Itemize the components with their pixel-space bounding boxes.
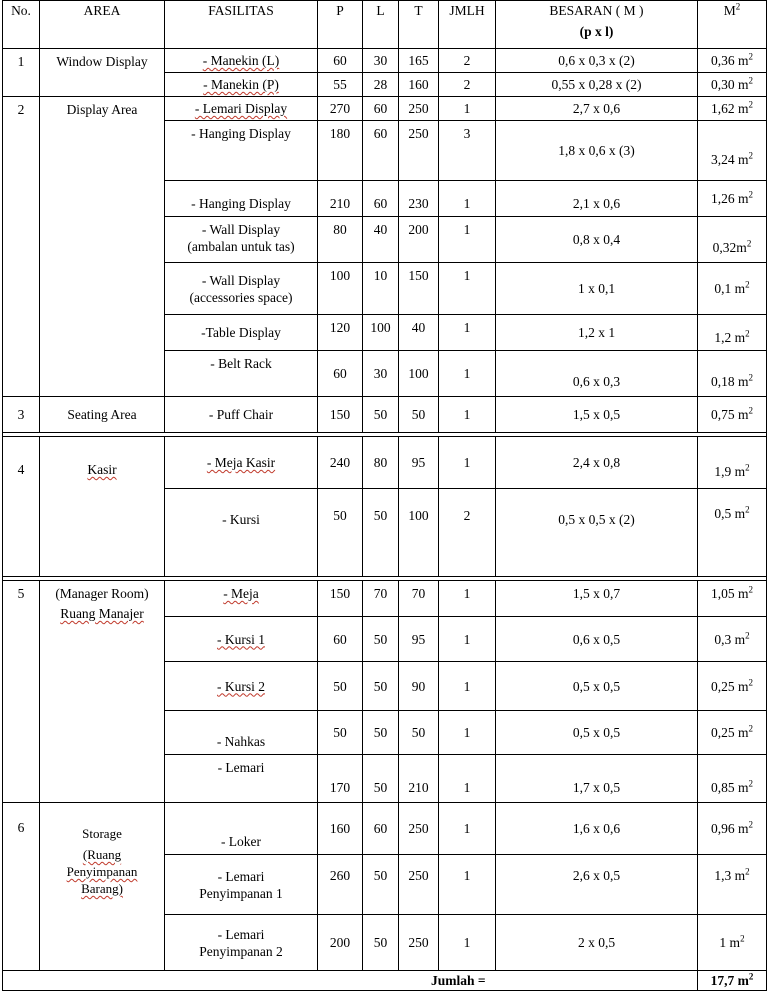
cell-p: 50 xyxy=(318,711,363,755)
table-row xyxy=(3,49,767,73)
cell-jmlh: 3 xyxy=(439,121,496,181)
m2-sup: 2 xyxy=(748,819,753,830)
facility-name xyxy=(165,662,318,711)
cell-p: 210 xyxy=(318,181,363,217)
facility-name xyxy=(165,915,318,971)
cell-besaran: 1,7 x 0,5 xyxy=(496,755,698,803)
m2-sup: 2 xyxy=(748,99,753,110)
cell-jmlh: 1 xyxy=(439,351,496,397)
header-t: T xyxy=(399,1,439,49)
facility-name: - Belt Rack xyxy=(165,351,318,397)
header-no: No. xyxy=(3,1,40,49)
m2-sup: 2 xyxy=(748,584,753,595)
m2-value: 0,32m xyxy=(712,240,747,255)
m2-value: 1,3 m xyxy=(714,868,746,883)
area-name-line xyxy=(42,605,162,622)
cell-besaran: 0,6 x 0,5 xyxy=(496,617,698,662)
cell-t: 40 xyxy=(399,315,439,351)
cell-m2 xyxy=(698,581,767,617)
cell-p: 180 xyxy=(318,121,363,181)
cell-besaran: 1,6 x 0,6 xyxy=(496,803,698,855)
cell-p: 270 xyxy=(318,97,363,121)
cell-jmlh: 2 xyxy=(439,49,496,73)
m2-value: 0,25 m xyxy=(710,678,749,694)
facility-table xyxy=(2,0,767,991)
facility-sublabel: Penyimpanan 2 xyxy=(199,943,283,959)
cell-p: 60 xyxy=(318,617,363,662)
header-p: P xyxy=(318,1,363,49)
cell-m2 xyxy=(698,617,767,662)
cell-p: 50 xyxy=(318,489,363,577)
cell-p: 150 xyxy=(318,581,363,617)
cell-m2 xyxy=(698,855,767,915)
facility-sublabel: (ambalan untuk tas) xyxy=(187,239,295,254)
cell-l: 100 xyxy=(363,315,399,351)
cell-p: 150 xyxy=(318,397,363,433)
m2-value: 1 m xyxy=(719,935,741,950)
area-number: 5 xyxy=(3,581,40,803)
cell-l: 50 xyxy=(363,755,399,803)
cell-t: 50 xyxy=(399,397,439,433)
cell-besaran: 0,5 x 0,5 xyxy=(496,662,698,711)
facility-name xyxy=(165,263,318,315)
area-number: 4 xyxy=(3,437,40,577)
m2-sup: 2 xyxy=(745,279,750,290)
m2-value: 0,36 m xyxy=(710,53,749,68)
cell-jmlh: 1 xyxy=(439,855,496,915)
facility-name: -Table Display xyxy=(165,315,318,351)
m2-value: 1,9 m xyxy=(714,464,746,479)
cell-besaran: 0,6 x 0,3 x (2) xyxy=(496,49,698,73)
m2-sup: 2 xyxy=(748,778,753,789)
facility-label: - Lemari xyxy=(217,926,265,942)
cell-m2 xyxy=(698,73,767,97)
cell-t: 230 xyxy=(399,181,439,217)
table-row xyxy=(3,803,767,855)
m2-value: 1,05 m xyxy=(710,586,749,601)
cell-p: 55 xyxy=(318,73,363,97)
facility-label: - Lemari Display xyxy=(194,101,288,116)
total-label: Jumlah = xyxy=(3,971,698,991)
m2-value: 0,5 m xyxy=(714,506,746,521)
facility-label: - Lemari xyxy=(217,868,265,884)
m2-value: 3,24 m xyxy=(710,152,749,167)
area-name-line: (Manager Room) xyxy=(55,586,149,601)
table-row xyxy=(3,397,767,433)
cell-jmlh: 1 xyxy=(439,315,496,351)
cell-t: 250 xyxy=(399,121,439,181)
area-name-label: (Ruang xyxy=(82,847,122,862)
cell-jmlh: 1 xyxy=(439,711,496,755)
facility-name xyxy=(165,49,318,73)
cell-t: 250 xyxy=(399,915,439,971)
area-name: Seating Area xyxy=(40,397,165,433)
header-besaran xyxy=(496,1,698,49)
cell-l: 50 xyxy=(363,711,399,755)
facility-name: - Hanging Display xyxy=(165,181,318,217)
cell-t: 70 xyxy=(399,581,439,617)
cell-t: 95 xyxy=(399,437,439,489)
facility-name xyxy=(165,581,318,617)
cell-t: 250 xyxy=(399,97,439,121)
cell-t: 165 xyxy=(399,49,439,73)
facility-name xyxy=(165,73,318,97)
facility-sublabel: (accessories space) xyxy=(189,289,293,305)
cell-l: 60 xyxy=(363,121,399,181)
m2-value: 0,30 m xyxy=(710,77,749,92)
cell-m2 xyxy=(698,181,767,217)
area-number: 2 xyxy=(3,97,40,397)
area-name-label: Kasir xyxy=(87,462,117,477)
cell-m2 xyxy=(698,803,767,855)
cell-p: 260 xyxy=(318,855,363,915)
facility-name xyxy=(165,217,318,263)
cell-besaran: 0,5 x 0,5 xyxy=(496,711,698,755)
cell-l: 60 xyxy=(363,97,399,121)
facility-name: - Kursi xyxy=(165,489,318,577)
m2-sup: 2 xyxy=(745,630,750,640)
cell-besaran: 2,6 x 0,5 xyxy=(496,855,698,915)
area-name-line xyxy=(42,846,162,863)
area-name: Window Display xyxy=(40,49,165,97)
cell-l: 30 xyxy=(363,49,399,73)
cell-m2 xyxy=(698,489,767,577)
m2-sup: 2 xyxy=(748,150,753,161)
cell-t: 50 xyxy=(399,711,439,755)
facility-label: - Wall Display xyxy=(201,222,281,237)
header-besaran-formula: (p x l) xyxy=(579,24,614,39)
facility-label: - Kursi 1 xyxy=(217,631,265,647)
header-row xyxy=(3,1,767,49)
cell-t: 210 xyxy=(399,755,439,803)
m2-sup: 2 xyxy=(748,189,753,200)
cell-besaran: 0,8 x 0,4 xyxy=(496,217,698,263)
cell-besaran: 1,8 x 0,6 x (3) xyxy=(496,121,698,181)
cell-m2 xyxy=(698,662,767,711)
cell-p: 240 xyxy=(318,437,363,489)
m2-sup: 2 xyxy=(745,866,750,877)
cell-besaran: 0,55 x 0,28 x (2) xyxy=(496,73,698,97)
header-area: AREA xyxy=(40,1,165,49)
m2-sup: 2 xyxy=(745,328,750,339)
facility-name xyxy=(165,437,318,489)
cell-p: 60 xyxy=(318,49,363,73)
area-number: 3 xyxy=(3,397,40,433)
cell-jmlh: 1 xyxy=(439,581,496,617)
facility-name: - Lemari xyxy=(165,755,318,803)
m2-sup: 2 xyxy=(745,462,750,473)
area-name-label: Penyimpanan xyxy=(66,864,138,879)
facility-name xyxy=(165,855,318,915)
cell-m2 xyxy=(698,437,767,489)
cell-besaran: 2,7 x 0,6 xyxy=(496,97,698,121)
cell-jmlh: 1 xyxy=(439,181,496,217)
cell-p: 60 xyxy=(318,351,363,397)
cell-jmlh: 1 xyxy=(439,755,496,803)
area-name xyxy=(40,437,165,577)
cell-jmlh: 1 xyxy=(439,217,496,263)
cell-m2 xyxy=(698,711,767,755)
cell-jmlh: 1 xyxy=(439,437,496,489)
cell-t: 95 xyxy=(399,617,439,662)
cell-besaran: 0,6 x 0,3 xyxy=(496,351,698,397)
facility-name xyxy=(165,97,318,121)
cell-besaran: 2 x 0,5 xyxy=(496,915,698,971)
m2-sup: 2 xyxy=(740,933,745,944)
facility-name: - Loker xyxy=(165,803,318,855)
facility-name: - Nahkas xyxy=(165,711,318,755)
facility-label: - Wall Display xyxy=(201,272,281,288)
cell-m2 xyxy=(698,315,767,351)
m2-sup: 2 xyxy=(748,723,753,734)
cell-t: 100 xyxy=(399,489,439,577)
cell-l: 50 xyxy=(363,397,399,433)
cell-besaran: 2,4 x 0,8 xyxy=(496,437,698,489)
area-name-line xyxy=(42,880,162,897)
table-row xyxy=(3,581,767,617)
area-name-label: Barang) xyxy=(81,881,123,896)
cell-besaran: 1 x 0,1 xyxy=(496,263,698,315)
cell-t: 100 xyxy=(399,351,439,397)
header-m2-label: M xyxy=(723,3,736,18)
cell-l: 50 xyxy=(363,489,399,577)
table-row xyxy=(3,97,767,121)
header-l: L xyxy=(363,1,399,49)
m2-sup: 2 xyxy=(748,51,753,62)
cell-l: 50 xyxy=(363,617,399,662)
m2-sup: 2 xyxy=(746,238,752,249)
cell-p: 100 xyxy=(318,263,363,315)
cell-p: 170 xyxy=(318,755,363,803)
m2-sup: 2 xyxy=(748,372,753,383)
cell-besaran: 1,5 x 0,7 xyxy=(496,581,698,617)
cell-m2 xyxy=(698,217,767,263)
area-name xyxy=(40,803,165,971)
facility-name: - Hanging Display xyxy=(165,121,318,181)
facility-label: - Meja xyxy=(223,586,259,601)
cell-t: 250 xyxy=(399,803,439,855)
cell-jmlh: 1 xyxy=(439,397,496,433)
cell-t: 90 xyxy=(399,662,439,711)
cell-l: 40 xyxy=(363,217,399,263)
m2-sup: 2 xyxy=(748,75,753,86)
m2-value: 1,26 m xyxy=(710,191,749,206)
m2-value: 0,3 m xyxy=(714,631,746,647)
header-jmlh: JMLH xyxy=(439,1,496,49)
cell-jmlh: 2 xyxy=(439,73,496,97)
m2-value: 0,85 m xyxy=(710,780,749,795)
cell-l: 60 xyxy=(363,181,399,217)
area-name: Display Area xyxy=(40,97,165,397)
m2-value: 0,1 m xyxy=(714,281,746,296)
header-m2 xyxy=(698,1,767,49)
header-fasilitas: FASILITAS xyxy=(165,1,318,49)
cell-p: 80 xyxy=(318,217,363,263)
cell-m2 xyxy=(698,263,767,315)
cell-p: 50 xyxy=(318,662,363,711)
total-value-text: 17,7 m xyxy=(710,973,749,988)
m2-value: 1,2 m xyxy=(714,330,746,345)
cell-jmlh: 1 xyxy=(439,97,496,121)
area-number: 1 xyxy=(3,49,40,97)
cell-jmlh: 1 xyxy=(439,803,496,855)
m2-sup: 2 xyxy=(748,405,753,416)
area-name-line: Storage xyxy=(82,826,122,841)
cell-l: 50 xyxy=(363,662,399,711)
cell-t: 200 xyxy=(399,217,439,263)
facility-name xyxy=(165,617,318,662)
area-number: 6 xyxy=(3,803,40,971)
header-besaran-title: BESARAN ( M ) xyxy=(549,3,644,18)
table-row xyxy=(3,437,767,489)
total-sup: 2 xyxy=(748,971,754,982)
m2-value: 0,25 m xyxy=(710,725,749,740)
facility-name: - Puff Chair xyxy=(165,397,318,433)
total-value xyxy=(698,971,767,991)
cell-m2 xyxy=(698,121,767,181)
cell-m2 xyxy=(698,915,767,971)
cell-m2 xyxy=(698,351,767,397)
cell-l: 10 xyxy=(363,263,399,315)
header-m2-sup: 2 xyxy=(735,1,741,12)
facility-label: - Meja Kasir xyxy=(206,455,276,470)
cell-besaran: 1,2 x 1 xyxy=(496,315,698,351)
cell-t: 250 xyxy=(399,855,439,915)
cell-jmlh: 1 xyxy=(439,617,496,662)
cell-m2 xyxy=(698,49,767,73)
cell-t: 160 xyxy=(399,73,439,97)
total-row xyxy=(3,971,767,991)
area-name-label: Ruang Manajer xyxy=(60,606,144,621)
facility-sublabel: Penyimpanan 1 xyxy=(199,885,283,901)
cell-besaran: 2,1 x 0,6 xyxy=(496,181,698,217)
facility-label: - Manekin (P) xyxy=(203,77,279,92)
area-name xyxy=(40,581,165,803)
cell-p: 120 xyxy=(318,315,363,351)
cell-m2 xyxy=(698,97,767,121)
cell-l: 28 xyxy=(363,73,399,97)
cell-m2 xyxy=(698,755,767,803)
cell-p: 160 xyxy=(318,803,363,855)
facility-label: - Manekin (L) xyxy=(202,53,280,68)
m2-sup: 2 xyxy=(748,677,753,687)
cell-l: 80 xyxy=(363,437,399,489)
cell-l: 70 xyxy=(363,581,399,617)
cell-m2 xyxy=(698,397,767,433)
facility-label: - Kursi 2 xyxy=(217,678,265,694)
cell-p: 200 xyxy=(318,915,363,971)
cell-l: 30 xyxy=(363,351,399,397)
cell-l: 50 xyxy=(363,915,399,971)
m2-value: 1,62 m xyxy=(710,101,749,116)
m2-value: 0,18 m xyxy=(710,374,749,389)
cell-jmlh: 1 xyxy=(439,263,496,315)
m2-value: 0,75 m xyxy=(710,407,749,422)
cell-jmlh: 1 xyxy=(439,915,496,971)
m2-value: 0,96 m xyxy=(710,821,749,836)
cell-jmlh: 2 xyxy=(439,489,496,577)
m2-sup: 2 xyxy=(745,504,750,515)
cell-l: 50 xyxy=(363,855,399,915)
cell-besaran: 1,5 x 0,5 xyxy=(496,397,698,433)
cell-besaran: 0,5 x 0,5 x (2) xyxy=(496,489,698,577)
cell-t: 150 xyxy=(399,263,439,315)
cell-jmlh: 1 xyxy=(439,662,496,711)
area-name-line xyxy=(42,863,162,880)
cell-l: 60 xyxy=(363,803,399,855)
